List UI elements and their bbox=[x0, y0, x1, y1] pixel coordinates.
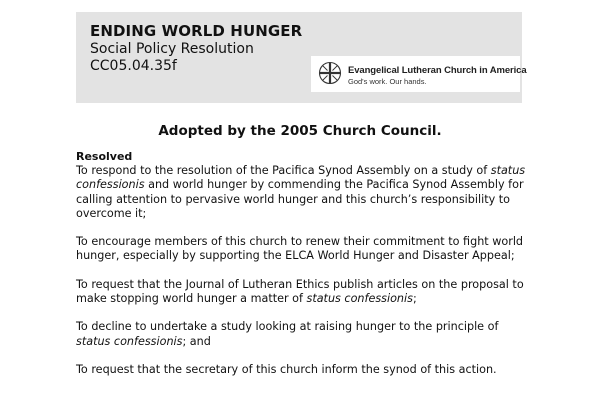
paragraph-text: To respond to the resolution of the Pacifica Synod Assembly on a study of bbox=[76, 164, 491, 178]
paragraph-text: To encourage members of this church to renew their commitment to fight world hunger, especially by supporting the ELCA World Hunger and Disaster Appeal; bbox=[76, 235, 524, 263]
resolution-paragraph bbox=[76, 164, 531, 221]
adopted-statement: Adopted by the 2005 Church Council. bbox=[158, 123, 442, 139]
elca-logo bbox=[311, 56, 527, 92]
logo-tagline: God's work. Our hands. bbox=[348, 77, 427, 86]
logo-name: Evangelical Lutheran Church in America bbox=[348, 65, 527, 76]
resolution-paragraph bbox=[76, 320, 531, 348]
document-code: CC05.04.35f bbox=[90, 58, 177, 74]
paragraph-text: ; and bbox=[182, 334, 211, 348]
resolution-paragraph bbox=[76, 278, 531, 306]
resolution-paragraph bbox=[76, 235, 531, 263]
document-title: ENDING WORLD HUNGER bbox=[90, 22, 303, 40]
resolution-paragraphs bbox=[76, 164, 531, 377]
paragraph-text: To decline to undertake a study looking at raising hunger to the principle of bbox=[76, 320, 499, 334]
paragraph-text: To request that the Journal of Lutheran Ethics publish articles on the proposal to make stopping world hunger a matter of bbox=[76, 277, 524, 305]
italic-term: status confessionis bbox=[76, 334, 183, 348]
paragraph-text: To request that the secretary of this church inform the synod of this action. bbox=[76, 362, 497, 376]
italic-term: status confessionis bbox=[306, 292, 413, 305]
document-subtitle: Social Policy Resolution bbox=[90, 41, 254, 57]
paragraph-text: and world hunger by commending the Pacifica Synod Assembly for calling attention to pervasive world hunger and this church’s responsibility to overcome it; bbox=[76, 178, 524, 220]
elca-cross-icon bbox=[318, 61, 342, 85]
resolution-body bbox=[76, 150, 531, 391]
paragraph-text: ; bbox=[412, 292, 417, 305]
resolution-paragraph bbox=[76, 363, 531, 377]
italic-term: status confessionis bbox=[76, 164, 526, 192]
resolved-heading: Resolved bbox=[76, 150, 133, 163]
